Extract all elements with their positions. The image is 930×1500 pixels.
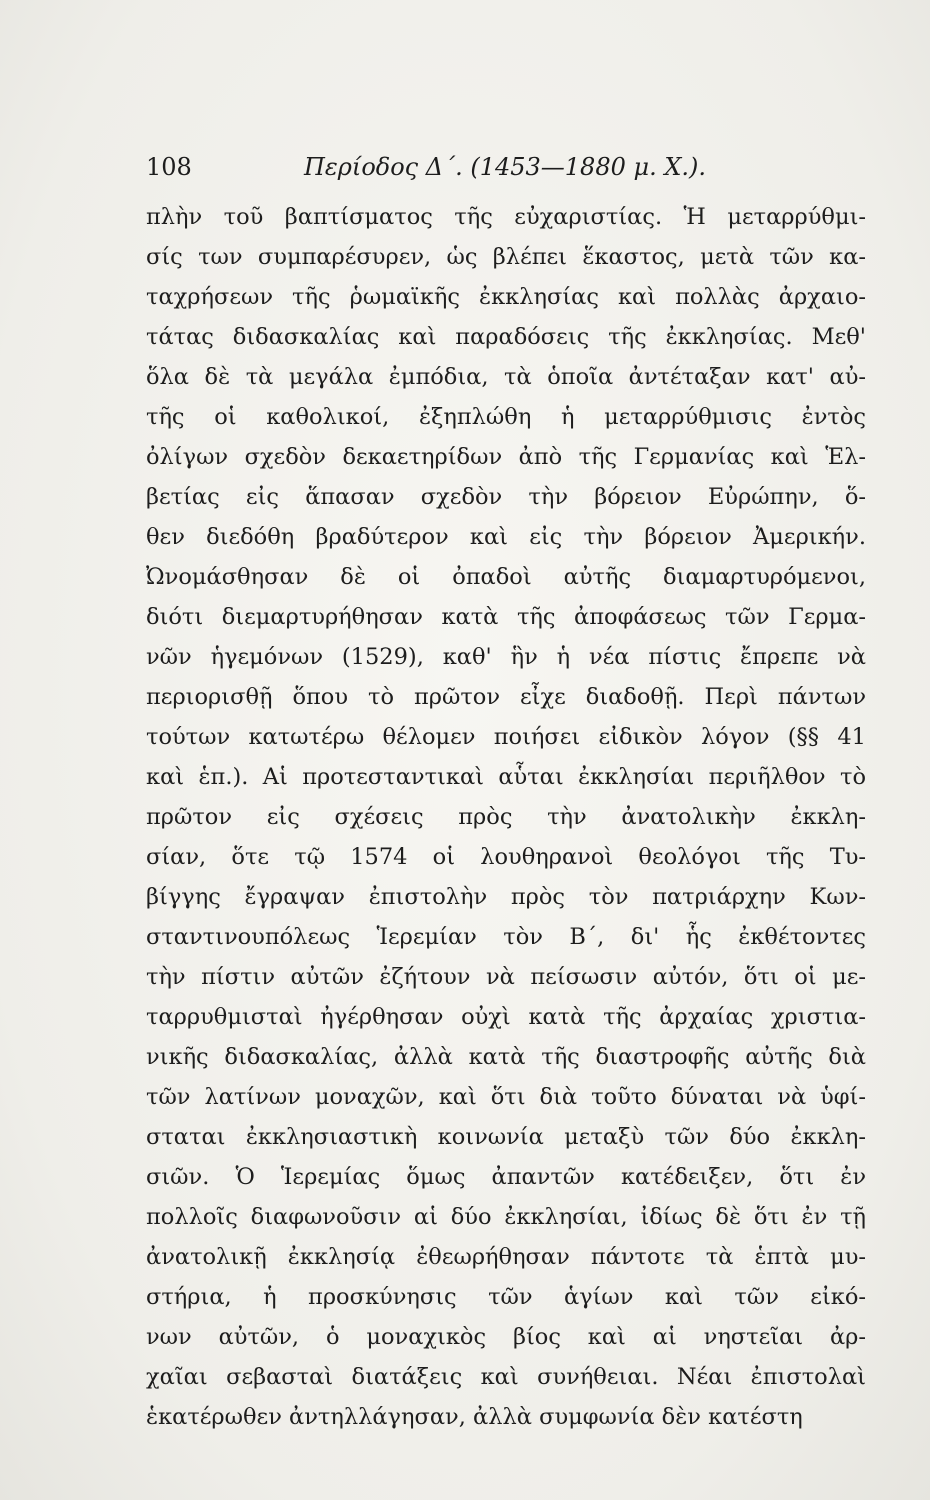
page-header (146, 150, 866, 184)
text-line: σίς των συμπαρέσυρεν, ὡς βλέπει ἕκαστος, μετὰ τῶν κα- (146, 244, 866, 270)
text-line: πρῶτον εἰς σχέσεις πρὸς τὴν ἀνατολικὴν ἐκκλη- (146, 804, 866, 830)
text-line: νῶν ἡγεμόνων (1529), καθ' ἣν ἡ νέα πίστις ἔπρεπε νὰ (146, 644, 866, 670)
text-line: ὀλίγων σχεδὸν δεκαετηρίδων ἀπὸ τῆς Γερμανίας καὶ Ἑλ- (146, 444, 866, 470)
text-line: πλὴν τοῦ βαπτίσματος τῆς εὐχαριστίας. Ἡ μεταρρύθμι- (146, 204, 866, 230)
page-number: 108 (146, 153, 192, 181)
text-line: βετίας εἰς ἅπασαν σχεδὸν τὴν βόρειον Εὐρώπην, ὅ- (146, 484, 866, 510)
text-line: τὴν πίστιν αὐτῶν ἐζήτουν νὰ πείσωσιν αὐτόν, ὅτι οἱ με- (146, 964, 866, 990)
text-line: ταχρήσεων τῆς ῥωμαϊκῆς ἐκκλησίας καὶ πολλὰς ἀρχαιο- (146, 284, 866, 310)
text-line: θεν διεδόθη βραδύτερον καὶ εἰς τὴν βόρειον Ἀμερικήν. (146, 524, 866, 550)
text-line: νικῆς διδασκαλίας, ἀλλὰ κατὰ τῆς διαστροφῆς αὐτῆς διὰ (146, 1044, 866, 1070)
text-line: χαῖαι σεβασταὶ διατάξεις καὶ συνήθειαι. Νέαι ἐπιστολαὶ (146, 1364, 866, 1390)
text-line: διότι διεμαρτυρήθησαν κατὰ τῆς ἀποφάσεως τῶν Γερμα- (146, 604, 866, 630)
text-line: ἀνατολικῇ ἐκκλησίᾳ ἐθεωρήθησαν πάντοτε τὰ ἑπτὰ μυ- (146, 1244, 866, 1270)
text-line: βίγγης ἔγραψαν ἐπιστολὴν πρὸς τὸν πατριάρχην Κων- (146, 884, 866, 910)
text-line: τάτας διδασκαλίας καὶ παραδόσεις τῆς ἐκκλησίας. Μεθ' (146, 324, 866, 350)
text-line: τῆς οἱ καθολικοί, ἐξηπλώθη ἡ μεταρρύθμισις ἐντὸς (146, 404, 866, 430)
text-line: περιορισθῇ ὅπου τὸ πρῶτον εἶχε διαδοθῇ. Περὶ πάντων (146, 684, 866, 710)
text-line: ὅλα δὲ τὰ μεγάλα ἐμπόδια, τὰ ὁποῖα ἀντέταξαν κατ' αὐ- (146, 364, 866, 390)
text-line: σταται ἐκκλησιαστικὴ κοινωνία μεταξὺ τῶν δύο ἐκκλη- (146, 1124, 866, 1150)
text-line: τούτων κατωτέρω θέλομεν ποιήσει εἰδικὸν λόγον (§§ 41 (146, 724, 866, 750)
text-line: ταρρυθμισταὶ ἠγέρθησαν οὐχὶ κατὰ τῆς ἀρχαίας χριστια- (146, 1004, 866, 1030)
body-text (146, 197, 866, 1437)
text-line: Ὠνομάσθησαν δὲ οἱ ὀπαδοὶ αὐτῆς διαμαρτυρόμενοι, (146, 564, 866, 590)
text-line: καὶ ἑπ.). Αἱ προτεσταντικαὶ αὗται ἐκκλησίαι περιῆλθον τὸ (146, 764, 866, 790)
text-line: σίαν, ὅτε τῷ 1574 οἱ λουθηρανοὶ θεολόγοι τῆς Τυ- (146, 844, 866, 870)
running-head: Περίοδος Δ΄. (1453—1880 μ. Χ.). (304, 153, 707, 181)
text-line: σταντινουπόλεως Ἱερεμίαν τὸν Β΄, δι' ἧς ἐκθέτοντες (146, 924, 866, 950)
text-line: στήρια, ἡ προσκύνησις τῶν ἁγίων καὶ τῶν εἰκό- (146, 1284, 866, 1310)
text-line: σιῶν. Ὁ Ἱερεμίας ὅμως ἀπαντῶν κατέδειξεν, ὅτι ἐν (146, 1164, 866, 1190)
text-line: τῶν λατίνων μοναχῶν, καὶ ὅτι διὰ τοῦτο δύναται νὰ ὑφί- (146, 1084, 866, 1110)
text-line: πολλοῖς διαφωνοῦσιν αἱ δύο ἐκκλησίαι, ἰδίως δὲ ὅτι ἐν τῇ (146, 1204, 866, 1230)
text-line: νων αὐτῶν, ὁ μοναχικὸς βίος καὶ αἱ νηστεῖαι ἀρ- (146, 1324, 866, 1350)
text-line: ἑκατέρωθεν ἀντηλλάγησαν, ἀλλὰ συμφωνία δὲν κατέστη (146, 1404, 803, 1430)
